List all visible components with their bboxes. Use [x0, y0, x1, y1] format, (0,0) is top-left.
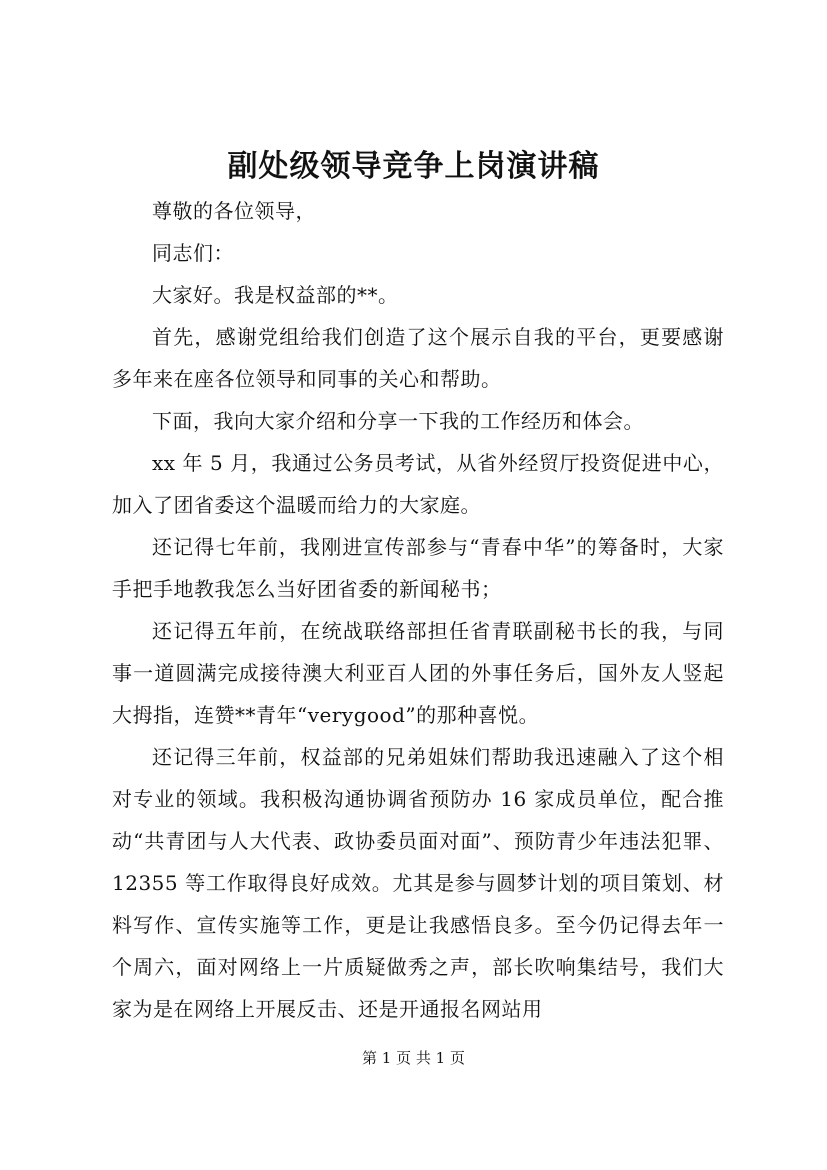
paragraph-overview: 下面，我向大家介绍和分享一下我的工作经历和体会。 — [152, 409, 644, 433]
paragraph-greeting-comrades: 同志们： — [152, 241, 234, 265]
paragraph-thanks: 首先，感谢党组给我们创造了这个展示自我的平台，更要感谢多年来在座各位领导和同事的关心和帮助。 — [112, 325, 724, 391]
paragraph-joining: xx 年 5 月，我通过公务员考试，从省外经贸厅投资促进中心，加入了团省委这个温暖而给力的大家庭。 — [112, 451, 724, 517]
paragraph-salutation: 尊敬的各位领导， — [152, 199, 316, 223]
paragraph-three-years-ago: 还记得三年前，权益部的兄弟姐妹们帮助我迅速融入了这个相对专业的领域。我积极沟通协调省预防办 16 家成员单位，配合推动“共青团与人大代表、政协委员面对面”、预防青少年违法犯罪、12355 等工作取得良好成效。尤其是参与圆梦计划的项目策划、材料写作、宣传实施等工作，更是让我感悟良多。至今仍记得去年一个周六，面对网络上一片质疑做秀之声，部长吹响集结号，我们大家为是在网络上开展反击、还是开通报名网站用 — [112, 745, 724, 1021]
page-footer: 第 1 页 共 1 页 — [362, 1049, 465, 1067]
page-title: 副处级领导竞争上岗演讲稿 — [227, 149, 600, 184]
paragraph-seven-years-ago: 还记得七年前，我刚进宣传部参与“青春中华”的筹备时，大家手把手地教我怎么当好团省委的新闻秘书； — [112, 535, 724, 601]
paragraph-five-years-ago: 还记得五年前，在统战联络部担任省青联副秘书长的我，与同事一道圆满完成接待澳大利亚百人团的外事任务后，国外友人竖起大拇指，连赞**青年“verygood”的那种喜悦。 — [112, 619, 724, 727]
document-body — [112, 190, 724, 1030]
paragraph-introduction: 大家好。我是权益部的**。 — [152, 283, 399, 307]
